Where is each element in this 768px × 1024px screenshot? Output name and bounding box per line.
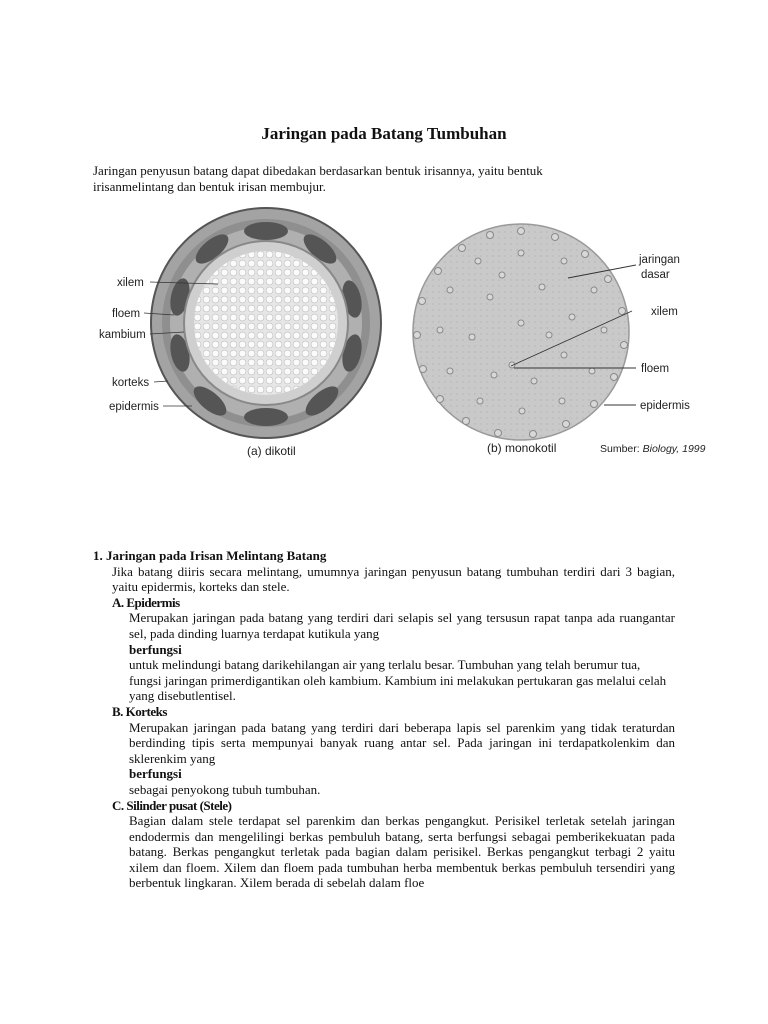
- label-jaringan: jaringan: [639, 254, 680, 266]
- subsection-b-bold: berfungsi: [129, 766, 182, 782]
- label-epidermis-b: epidermis: [640, 400, 690, 412]
- subsection-b-text-2: sebagai penyokong tubuh tumbuhan.: [129, 781, 321, 797]
- stem-cross-section-figure: [94, 205, 734, 475]
- dicot-stem-diagram: [151, 208, 381, 438]
- figure-svg: [94, 205, 734, 475]
- subsection-c-text: Bagian dalam stele terdapat sel parenkim dan berkas pengangkut. Perisikel terletak setelah jaringan endodermis dan mengelilingi berkas pembuluh batang, serta berfungsi sebagai pemberikekuatan pada batang. Berkas pengangkut terletak pada bagian dalam perisikel. Berkas pengangkut terbagi 2 yaitu xilem dan floem. Xilem dan floem pada tumbuhan herba membentuk berkas pembuluh tersendiri yang berbentuk lingkaran. Xilem berada di sebelah dalam floe: [129, 813, 675, 891]
- label-dasar: dasar: [641, 269, 670, 281]
- subsection-a-text-1: Merupakan jaringan pada batang yang terdiri dari selapis sel yang tersusun rapat tanpa ada ruangantar sel, pada dinding luarnya terdapat kutikula yang: [129, 610, 675, 641]
- label-korteks-a: korteks: [112, 377, 150, 389]
- monocot-labels: [638, 254, 690, 412]
- label-xilem-a: xilem: [117, 277, 144, 289]
- caption-dikotil: (a) dikotil: [247, 444, 296, 458]
- subsection-a-bold: berfungsi: [129, 641, 182, 657]
- intro-paragraph: Jaringan penyusun batang dapat dibedakan berdasarkan bentuk irisannya, yaitu bentuk irisanmelintang dan bentuk irisan membujur.: [93, 163, 543, 194]
- label-kambium-a: kambium: [99, 329, 146, 341]
- section-1-intro: Jika batang diiris secara melintang, umumnya jaringan penyusun batang tumbuhan terdiri dari 3 bagian, yaitu epidermis, korteks dan stele.: [112, 563, 675, 595]
- label-floem-b: floem: [641, 363, 670, 375]
- figure-source: Sumber: Biology, 1999: [600, 443, 706, 455]
- caption-monokotil: (b) monokotil: [487, 441, 557, 455]
- label-floem-a: floem: [112, 308, 141, 320]
- page-title: Jaringan pada Batang Tumbuhan: [261, 124, 507, 143]
- subsection-c-heading: C. Silinder pusat (Stele): [112, 797, 232, 813]
- subsection-a-text-2: untuk melindungi batang darikehilangan air yang terlalu besar. Tumbuhan yang telah berumur tua, fungsi jaringan primerdigantikan oleh kambium. Kambium ini melakukan pertukaran gas melalui celah yang disebutlentisel.: [129, 657, 667, 704]
- subsection-b-text-1: Merupakan jaringan pada batang yang terdiri dari beberapa lapis sel parenkim yang tidak teraturdan berdinding tipis serta mempunyai banyak ruang antar sel. Pada jaringan ini terdapatkolenkim dan sklerenkim yang: [129, 719, 675, 766]
- label-xilem-b: xilem: [651, 306, 678, 318]
- label-epidermis-a: epidermis: [109, 401, 159, 413]
- monocot-stem-diagram: [413, 224, 636, 440]
- section-1-heading: 1. Jaringan pada Irisan Melintang Batang: [93, 548, 327, 563]
- subsection-b-heading: B. Korteks: [112, 703, 167, 719]
- subsection-a-heading: A. Epidermis: [112, 594, 180, 610]
- section-1: [93, 548, 675, 891]
